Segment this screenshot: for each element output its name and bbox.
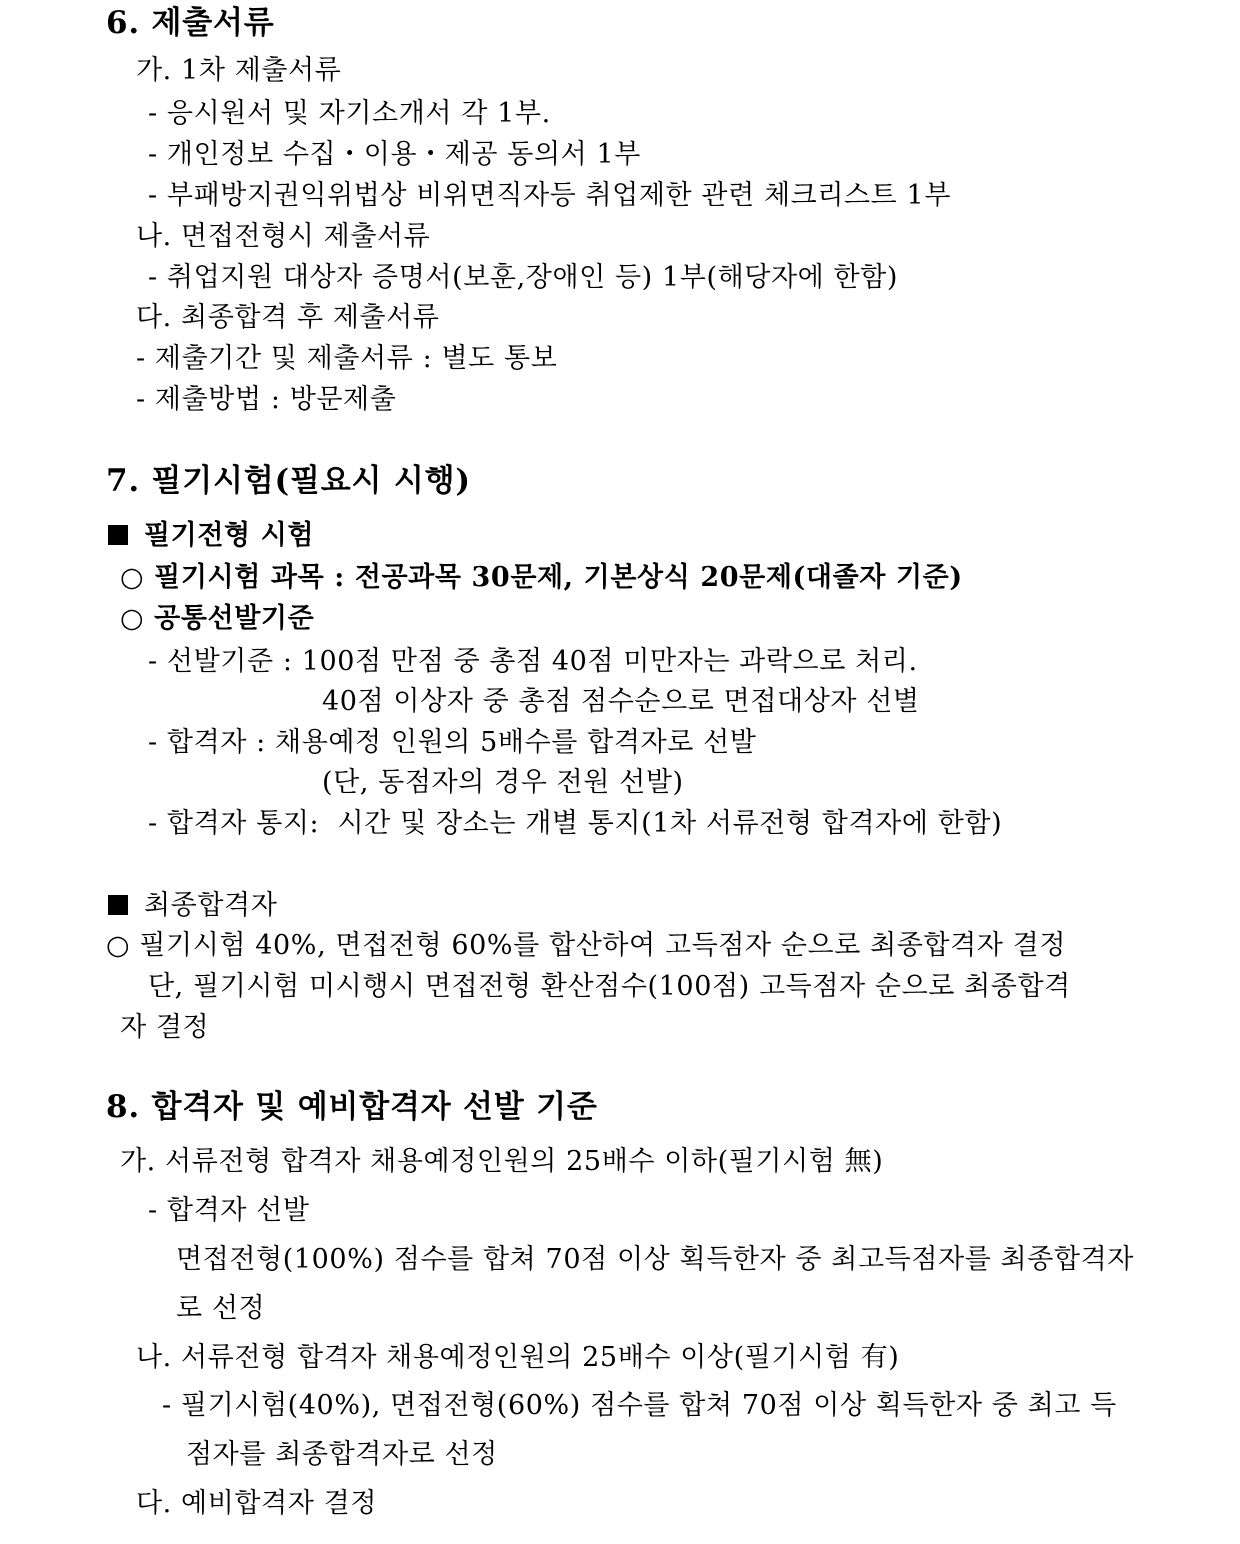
sec6-da-line-1: - 제출기간 및 제출서류 : 별도 통보 [136, 343, 558, 374]
black-square-bullet-icon [108, 525, 128, 545]
sec7-criteria-line-2: 40점 이상자 중 총점 점수순으로 면접대상자 선별 [322, 686, 920, 717]
section-6-heading: 6. 제출서류 [106, 5, 275, 41]
sec8-ga-line-3: 로 선정 [176, 1293, 266, 1324]
sec7-final-line-3: 자 결정 [120, 1012, 210, 1043]
black-square-bullet-icon [108, 895, 128, 915]
sec7-final-line-1: ○ 필기시험 40%, 면접전형 60%를 합산하여 고득점자 순으로 최종합격자 결정 [106, 930, 1067, 961]
sec7-block-written [108, 522, 314, 549]
sec6-na-line-1: - 취업지원 대상자 증명서(보훈,장애인 등) 1부(해당자에 한함) [148, 262, 898, 293]
sec8-item-ga: 가. 서류전형 합격자 채용예정인원의 25배수 이하(필기시험 無) [120, 1146, 884, 1177]
sec6-ga-line-1: - 응시원서 및 자기소개서 각 1부. [148, 98, 551, 129]
sec7-final-line-2: 단, 필기시험 미시행시 면접전형 환산점수(100점) 고득점자 순으로 최종합격 [148, 971, 1071, 1002]
sec7-notice-line: - 합격자 통지: 시간 및 장소는 개별 통지(1차 서류전형 합격자에 한함) [148, 808, 1003, 839]
sec7-block-final-label: 최종합격자 [144, 890, 278, 921]
sec7-passer-line-2: (단, 동점자의 경우 전원 선발) [322, 767, 684, 798]
sec8-na-line-2: 점자를 최종합격자로 선정 [186, 1439, 498, 1470]
sec6-item-da: 다. 최종합격 후 제출서류 [136, 302, 440, 333]
sec6-ga-line-3: - 부패방지권익위법상 비위면직자등 취업제한 관련 체크리스트 1부 [148, 180, 952, 211]
sec7-block-final [108, 892, 277, 919]
sec7-common-criteria: ○ 공통선발기준 [120, 603, 315, 634]
sec8-na-line-1: - 필기시험(40%), 면접전형(60%) 점수를 합쳐 70점 이상 획득한자 중 최고 득 [162, 1390, 1117, 1421]
sec6-item-ga: 가. 1차 제출서류 [136, 55, 342, 86]
sec7-written-subjects: ○ 필기시험 과목 : 전공과목 30문제, 기본상식 20문제(대졸자 기준) [120, 562, 963, 593]
sec6-item-na: 나. 면접전형시 제출서류 [136, 221, 431, 252]
sec7-criteria-line-1: - 선발기준 : 100점 만점 중 총점 40점 미만자는 과락으로 처리. [148, 646, 918, 677]
sec8-ga-line-1: - 합격자 선발 [148, 1195, 310, 1226]
sec6-ga-line-2: - 개인정보 수집・이용・제공 동의서 1부 [148, 139, 641, 170]
section-8-heading: 8. 합격자 및 예비합격자 선발 기준 [106, 1089, 598, 1125]
sec8-item-na: 나. 서류전형 합격자 채용예정인원의 25배수 이상(필기시험 有) [136, 1342, 900, 1373]
sec7-block-written-label: 필기전형 시험 [144, 520, 315, 551]
section-7-heading: 7. 필기시험(필요시 시행) [106, 463, 471, 499]
sec6-da-line-2: - 제출방법 : 방문제출 [136, 384, 397, 415]
sec8-item-da: 다. 예비합격자 결정 [136, 1488, 378, 1519]
sec7-passer-line-1: - 합격자 : 채용예정 인원의 5배수를 합격자로 선발 [148, 727, 757, 758]
sec8-ga-line-2: 면접전형(100%) 점수를 합쳐 70점 이상 획득한자 중 최고득점자를 최종합격자 [176, 1244, 1134, 1275]
